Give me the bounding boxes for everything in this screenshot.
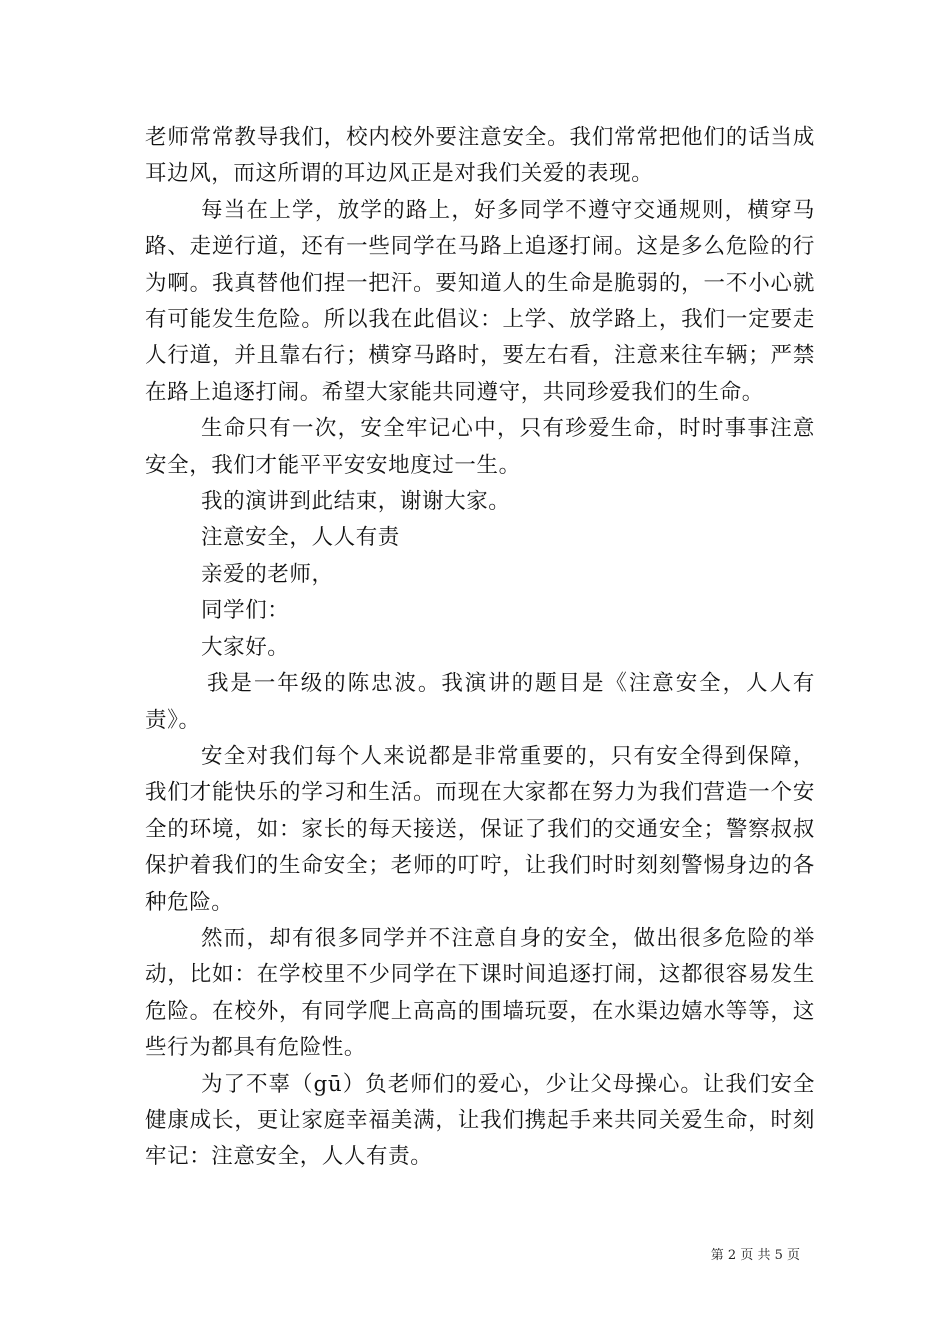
salutation: 同学们：: [201, 598, 290, 624]
document-body: [145, 120, 815, 1176]
paragraph: 为了不辜（gū）负老师们的爱心，少让父母操心。让我们安全健康成长，更让家庭幸福美满，让我们携起手来共同关爱生命，时刻牢记：注意安全，人人有责。: [145, 1071, 815, 1170]
speech-title: 注意安全，人人有责: [201, 525, 400, 551]
paragraph: 生命只有一次，安全牢记心中，只有珍爱生命，时时事事注意安全，我们才能平平安安地度过一生。: [145, 416, 815, 478]
paragraph: 老师常常教导我们，校内校外要注意安全。我们常常把他们的话当成耳边风，而这所谓的耳边风正是对我们关爱的表现。: [145, 125, 815, 187]
paragraph: 安全对我们每个人来说都是非常重要的，只有安全得到保障，我们才能快乐的学习和生活。而现在大家都在努力为我们营造一个安全的环境，如：家长的每天接送，保证了我们的交通安全；警察叔叔保护着我们的生命安全；老师的叮咛，让我们时时刻刻警惕身边的各种危险。: [145, 743, 815, 915]
paragraph: 每当在上学，放学的路上，好多同学不遵守交通规则，横穿马路、走逆行道，还有一些同学在马路上追逐打闹。这是多么危险的行为啊。我真替他们捏一把汗。要知道人的生命是脆弱的，一不小心就有可能发生危险。所以我在此倡议：上学、放学路上，我们一定要走人行道，并且靠右行；横穿马路时，要左右看，注意来往车辆；严禁在路上追逐打闹。希望大家能共同遵守，共同珍爱我们的生命。: [145, 197, 815, 405]
paragraph: 我的演讲到此结束，谢谢大家。: [201, 489, 511, 515]
page-number: 第 2 页 共 5 页: [710, 1248, 800, 1263]
paragraph: 我是一年级的陈忠波。我演讲的题目是《注意安全，人人有责》。: [145, 671, 815, 733]
salutation: 亲爱的老师，: [201, 561, 334, 587]
greeting: 大家好。: [201, 634, 290, 660]
paragraph: 然而，却有很多同学并不注意自身的安全，做出很多危险的举动，比如：在学校里不少同学在下课时间追逐打闹，这都很容易发生危险。在校外，有同学爬上高高的围墙玩耍，在水渠边嬉水等等，这些行为都具有危险性。: [145, 925, 815, 1061]
